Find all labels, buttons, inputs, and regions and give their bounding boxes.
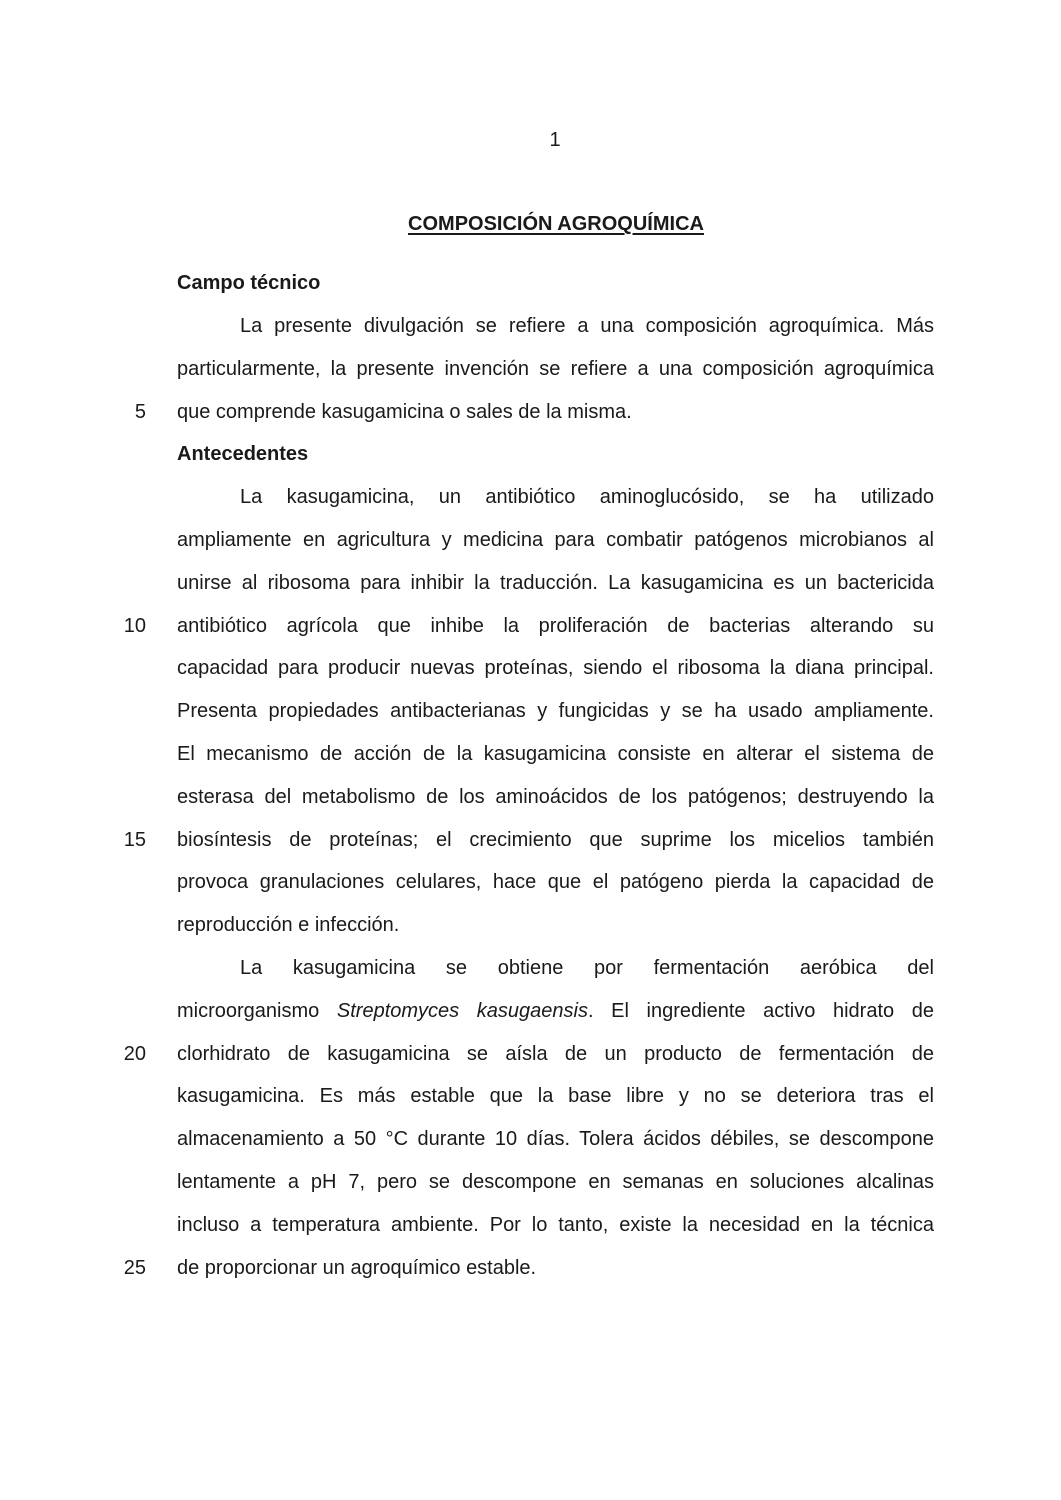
paragraph-line: biosíntesis de proteínas; el crecimiento que suprime los micelios también [177, 829, 934, 851]
paragraph-line [177, 996, 934, 1026]
line-number: 10 [123, 615, 146, 637]
paragraph-line: provoca granulaciones celulares, hace que el patógeno pierda la capacidad de [177, 871, 934, 893]
paragraph-line: kasugamicina. Es más estable que la base libre y no se deteriora tras el [177, 1085, 934, 1107]
paragraph-line: almacenamiento a 50 °C durante 10 días. Tolera ácidos débiles, se descompone [177, 1128, 934, 1150]
line-number: 15 [123, 829, 146, 851]
paragraph-line: La presente divulgación se refiere a una composición agroquímica. Más [240, 315, 934, 337]
line-number: 25 [123, 1257, 146, 1279]
paragraph-line: incluso a temperatura ambiente. Por lo tanto, existe la necesidad en la técnica [177, 1214, 934, 1236]
paragraph-line: que comprende kasugamicina o sales de la misma. [177, 401, 632, 423]
paragraph-line: La kasugamicina se obtiene por fermentación aeróbica del [240, 957, 934, 979]
line-number: 20 [123, 1043, 146, 1065]
paragraph-line: esterasa del metabolismo de los aminoácidos de los patógenos; destruyendo la [177, 786, 934, 808]
paragraph-line: capacidad para producir nuevas proteínas, siendo el ribosoma la diana principal. [177, 657, 934, 679]
paragraph-line: antibiótico agrícola que inhibe la proliferación de bacterias alterando su [177, 615, 934, 637]
paragraph-line: El mecanismo de acción de la kasugamicina consiste en alterar el sistema de [177, 743, 934, 765]
section-heading-campo-tecnico: Campo técnico [177, 272, 321, 294]
species-name: Streptomyces kasugaensis [336, 1000, 588, 1022]
paragraph-line: Presenta propiedades antibacterianas y fungicidas y se ha usado ampliamente. [177, 700, 934, 722]
line-number: 5 [134, 401, 146, 423]
paragraph-line: lentamente a pH 7, pero se descompone en semanas en soluciones alcalinas [177, 1171, 934, 1193]
text-run: . El ingrediente activo hidrato de [587, 1000, 935, 1022]
section-heading-antecedentes: Antecedentes [177, 443, 309, 465]
paragraph-line: ampliamente en agricultura y medicina para combatir patógenos microbianos al [177, 529, 934, 551]
text-run: microorganismo [177, 1000, 320, 1022]
page-number: 1 [549, 129, 561, 151]
paragraph-line: unirse al ribosoma para inhibir la traducción. La kasugamicina es un bactericida [177, 572, 934, 594]
paragraph-line: reproducción e infección. [177, 914, 400, 936]
document-title: COMPOSICIÓN AGROQUÍMICA [408, 213, 704, 235]
paragraph-line: particularmente, la presente invención se refiere a una composición agroquímica [177, 358, 934, 380]
paragraph-line: de proporcionar un agroquímico estable. [177, 1257, 537, 1279]
paragraph-line: La kasugamicina, un antibiótico aminoglucósido, se ha utilizado [240, 486, 934, 508]
paragraph-line: clorhidrato de kasugamicina se aísla de un producto de fermentación de [177, 1043, 934, 1065]
